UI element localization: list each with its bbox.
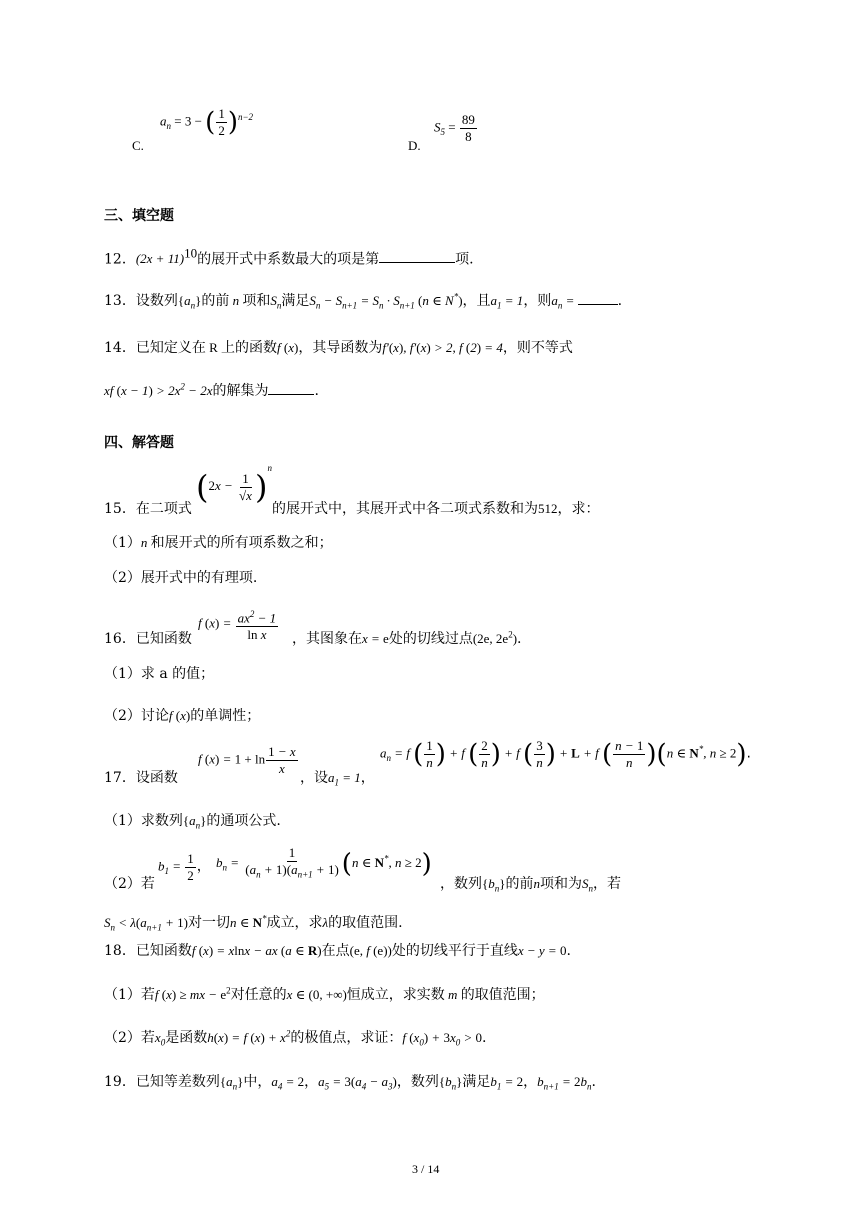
question-19: 19．已知等差数列$\{a_n\}$中，$a_4 = 2$，$a_5 = 3(a_4 - a_3)$，数列$\{b_n\}$满足$b_1 = 2$，$b_{n+1} = 2b_n$. [104, 1074, 596, 1092]
question-text: ， [304, 1074, 319, 1090]
question-17-part1: （1）求数列$\{a_n\}$的通项公式. [104, 813, 281, 831]
question-text: . [314, 383, 319, 399]
question-text: ，则 [523, 293, 552, 309]
question-17-part2-line2: $S_n < \lambda(a_{n+1} + 1)$对一切n ∈ N*成立，求λ的取值范围. [104, 913, 403, 933]
question-14-line2: xf $(x - 1) > 2x^2 - 2x$的解集为 . [104, 381, 319, 399]
question-text: ，求： [557, 501, 600, 517]
question-text: ， [360, 770, 375, 786]
question-18: 18．已知函数f (x) = xlnx − ax (a ∈ R)在点(e, f (e))处的切线平行于直线x − y = 0. [104, 943, 571, 959]
question-text: 处的切线过点 [388, 631, 473, 647]
question-number: 12． [104, 251, 136, 268]
question-16-cont: ，其图象在x = e处的切线过点(2e, $2e^2$). [292, 629, 522, 647]
question-text: . [591, 1074, 596, 1090]
question-text: 对一切 [187, 915, 230, 931]
section-heading-fill-blank: 三、填空题 [104, 208, 174, 224]
question-13: 13．设数列$\{a_n\}$的前 n 项和$S_n$满足$S_n - S_{n+1} = S_n \cdot S_{n+1}$ (n ∈ N*)，且$a_1 = 1$，则$a_n$ = . [104, 291, 623, 311]
question-text: 的单调性； [190, 708, 261, 724]
question-number: 19．已知等差数列 [104, 1074, 220, 1090]
question-17-part2-cont: ，数列$\{b_n\}$的前n项和为$S_n$，若 [440, 876, 621, 894]
question-text: ，其导函数为 [298, 340, 383, 356]
question-17 [104, 767, 178, 787]
question-text: ，设 [300, 770, 328, 786]
question-text: 的展开式中系数最大的项是第 [197, 251, 380, 268]
question-text: 的取值范围. [328, 915, 403, 931]
question-text: . [566, 943, 571, 959]
question-15-part2: （2）展开式中的有理项. [104, 570, 258, 586]
question-text: . [617, 293, 623, 309]
question-text: 的前 [505, 876, 534, 892]
question-text: . [746, 745, 751, 762]
part-label: （2）讨论 [104, 708, 169, 724]
question-15 [104, 498, 192, 518]
question-16-part2: （2）讨论f (x)的单调性； [104, 708, 261, 724]
question-text: ，其图象在 [292, 631, 362, 647]
question-text: ， [196, 858, 211, 875]
question-14: 14．已知定义在 R 上的函数f (x)，其导函数为f′(x), f′(x) > 2, f (2) = 4，则不等式 [104, 340, 573, 356]
question-number: 15．在二项式 [104, 501, 192, 517]
question-text: 满足 [281, 293, 310, 309]
question-text: 的展开式中，其展开式中各二项式系数和为 [272, 501, 538, 517]
question-text: 成立，求 [266, 915, 323, 931]
question-text: 的前 [201, 293, 230, 309]
question-text: 和展开式的所有项系数之和； [150, 535, 333, 551]
option-c-label: C. [132, 138, 144, 153]
question-number: 17．设函数 [104, 770, 178, 786]
question-text: 项. [455, 251, 474, 268]
question-text: ， [523, 1074, 538, 1090]
question-18-part1: （1）若f (x) ≥ mx − $e^2$对任意的x ∈ (0, +∞)恒成立，求实数 m 的取值范围； [104, 985, 545, 1003]
question-text: 对任意的 [230, 987, 287, 1003]
option-c-expr: $a_n = 3$ − ( $\frac{1}{2}$ )$^{n-2}$ [160, 106, 254, 138]
question-15-part1: （1）n 和展开式的所有项系数之和； [104, 535, 333, 551]
q17-bn: $b_n$ = $\frac{1}{(a_n + 1)(a_{n+1} + 1)}$ (n ∈ N*, n ≥ 2) [216, 845, 432, 880]
question-text: 项和 [242, 293, 271, 309]
question-text: ，则不等式 [502, 340, 573, 356]
question-text: 上的函数 [221, 340, 277, 356]
question-number: 13．设数列 [104, 293, 178, 309]
question-number: 18．已知函数 [104, 943, 192, 959]
q17-an-formula: $a_n = f$ ( $\frac{1}{n}$ ) + f ( $\frac{2}{n}$ ) + f ( $\frac{3}{n}$ ) + L + f ( $\frac{n - 1}{n}$ )(n ∈ N*, n ≥ 2). [380, 738, 751, 770]
question-text: ，数列 [440, 876, 482, 892]
question-text: 中， [243, 1074, 272, 1090]
question-16 [104, 628, 192, 648]
question-text: 是函数 [165, 1030, 208, 1046]
option-d-expr: $S_5$ = $\frac{89}{8}$ [434, 112, 475, 144]
part-label: （2）若 [104, 1030, 155, 1046]
question-text: . [517, 631, 522, 647]
question-17-part2 [104, 873, 155, 893]
question-text: ，数列 [396, 1074, 439, 1090]
question-16-part1: （1）求 a 的值； [104, 666, 215, 682]
part-label: （2）若 [104, 876, 155, 892]
part-label: （1） [104, 535, 141, 551]
question-text: 在点 [321, 943, 350, 959]
question-15-cont: 的展开式中，其展开式中各二项式系数和为512，求： [272, 501, 600, 517]
question-text: 满足 [462, 1074, 491, 1090]
q17-function: f (x) = 1 + ln $\frac{1 - x}{x}$ [198, 744, 296, 776]
question-text: ，若 [593, 876, 621, 892]
question-text: 的极值点，求证： [290, 1030, 403, 1046]
q17-b1: $b_1$ = $\frac{1}{2}$ ， [158, 851, 211, 883]
question-number: 14．已知定义在 [104, 340, 206, 356]
question-text: ，且 [462, 293, 491, 309]
question-17-a1: ，设$a_1 = 1$， [300, 770, 375, 788]
question-12: 12．$(2x + 11)^{10}$的展开式中系数最大的项是第 项. [104, 246, 474, 268]
question-text: . [482, 1030, 487, 1046]
question-text: 恒成立，求实数 [346, 987, 445, 1003]
question-18-part2: （2）若$x_0$是函数h(x) = f $(x) + x^2$的极值点，求证：f $(x_0) + 3x_0 > 0$. [104, 1028, 487, 1048]
page-number: 3 / 14 [412, 1162, 440, 1176]
question-text: 的解集为 [212, 383, 269, 399]
q16-function: f (x) = $\frac{ax^2 - 1}{\text{ln x}}$ [198, 606, 279, 643]
part-label: （1）求数列 [104, 813, 183, 829]
q15-binomial: (2x − $\frac{1}{√x}$ )$^n$ [196, 462, 272, 506]
option-d-label: D. [408, 138, 421, 153]
question-text: 项和为 [540, 876, 582, 892]
part-label: （1）若 [104, 987, 155, 1003]
section-heading-solve: 四、解答题 [104, 435, 174, 451]
question-text: 处的切线平行于直线 [391, 943, 518, 959]
question-text: 的通项公式. [206, 813, 281, 829]
question-text: 的取值范围； [460, 987, 545, 1003]
question-number: 16．已知函数 [104, 631, 192, 647]
